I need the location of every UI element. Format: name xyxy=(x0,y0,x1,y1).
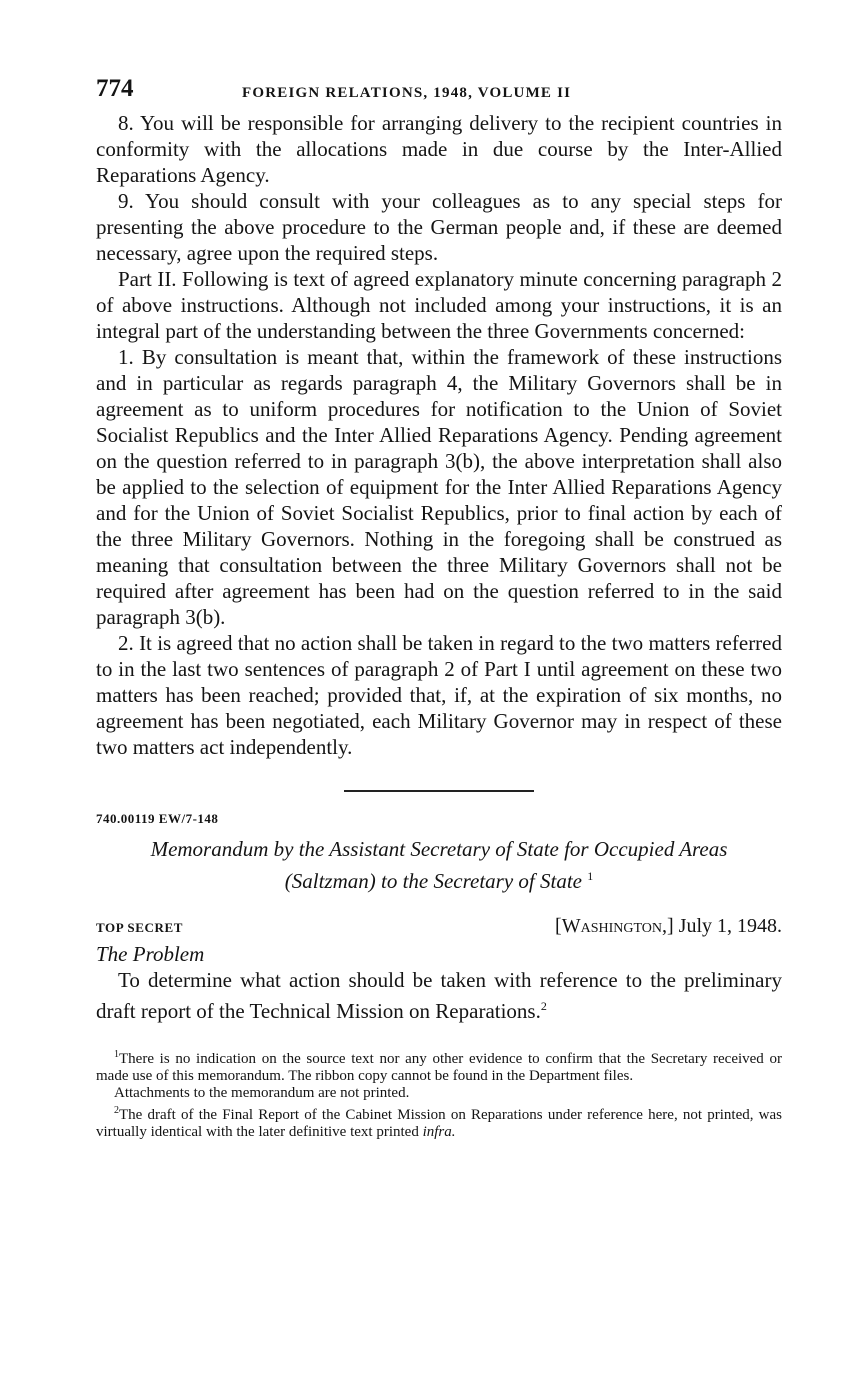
memo-title-line2 xyxy=(96,863,782,895)
running-head: FOREIGN RELATIONS, 1948, VOLUME II xyxy=(242,85,572,101)
footnote-2-italic: infra. xyxy=(422,1124,456,1140)
section-divider xyxy=(344,790,534,792)
place: [Washington,] xyxy=(555,915,674,937)
footnote-1-text: There is no indication on the source text nor any other evidence to confirm that the Secretary received or made use of this memorandum. The ribbon copy cannot be found in the Department files. xyxy=(96,1051,782,1084)
paragraph-8: 8. You will be responsible for arranging delivery to the recipient countries in conformity with the allocations made in due course by the Inter-Allied Reparations Agency. xyxy=(96,111,782,187)
minute-paragraph-1: 1. By consultation is meant that, within the framework of these instructions and in particular as regards paragraph 4, the Military Governors shall be in agreement as to uniform procedures for notification to the Union of Soviet Socialist Republics and the Inter Allied Reparations Agency. Pending agreement on the question referred to in paragraph 3(b), the above interpretation shall also be applied to the selection of equipment for the Inter Allied Reparations Agency and for the Union of Soviet Socialist Republics, prior to final action by each of the three Military Governors. Nothing in the foregoing shall be construed as meaning that consultation between the three Military Governors shall not be required after agreement has been had on the question referred to in the said paragraph 3(b). xyxy=(96,345,782,629)
footnote-ref-2: 2 xyxy=(540,999,547,1013)
page-number: 774 xyxy=(96,75,134,102)
footnote-ref-1: 1 xyxy=(587,869,594,883)
minute-paragraph-2: 2. It is agreed that no action shall be taken in regard to the two matters referred to in the last two sentences of paragraph 2 of Part I until agreement on these two matters has been reached; provided that, if, at the expiration of six months, no agreement has been negotiated, each Military Governor may in respect of these two matters act independently. xyxy=(96,631,782,759)
footnote-2-text: The draft of the Final Report of the Cabinet Mission on Reparations under reference here, not printed, was virtually identical with the later definitive text printed xyxy=(96,1107,782,1140)
page-header xyxy=(96,74,782,110)
paragraph-part-ii: Part II. Following is text of agreed explanatory minute concerning paragraph 2 of above instructions. Although not included among your instructions, it is an integral part of the understanding between the three Governments concerned: xyxy=(96,267,782,343)
file-reference: 740.00119 EW/7-148 xyxy=(96,811,219,826)
footnotes xyxy=(96,1046,782,1141)
memo-title-line2-text: (Saltzman) to the Secretary of State xyxy=(284,869,582,893)
place-date xyxy=(555,913,782,939)
body-text xyxy=(96,110,782,760)
footnote-1-extra: Attachments to the memorandum are not printed. xyxy=(114,1085,410,1101)
section-heading: The Problem xyxy=(96,942,205,966)
dateline xyxy=(96,913,782,941)
section-body xyxy=(96,967,782,1024)
classification-label: TOP SECRET xyxy=(96,920,184,935)
footnote-2-mark: 2 xyxy=(114,1105,119,1116)
paragraph-9: 9. You should consult with your colleagues as to any special steps for presenting the above procedure to the German people and, if these are deemed necessary, agree upon the required steps. xyxy=(96,189,782,265)
footnote-1-mark: 1 xyxy=(114,1049,119,1060)
footnote-1 xyxy=(96,1046,782,1085)
footnote-2 xyxy=(96,1102,782,1141)
date: July 1, 1948. xyxy=(678,915,782,937)
section-paragraph-text: To determine what action should be taken with reference to the preliminary draft report of the Technical Mission on Reparations. xyxy=(96,968,782,1023)
document-page xyxy=(96,74,782,1141)
memo-title-line1: Memorandum by the Assistant Secretary of State for Occupied Areas xyxy=(150,837,728,861)
section-paragraph xyxy=(96,967,782,1024)
